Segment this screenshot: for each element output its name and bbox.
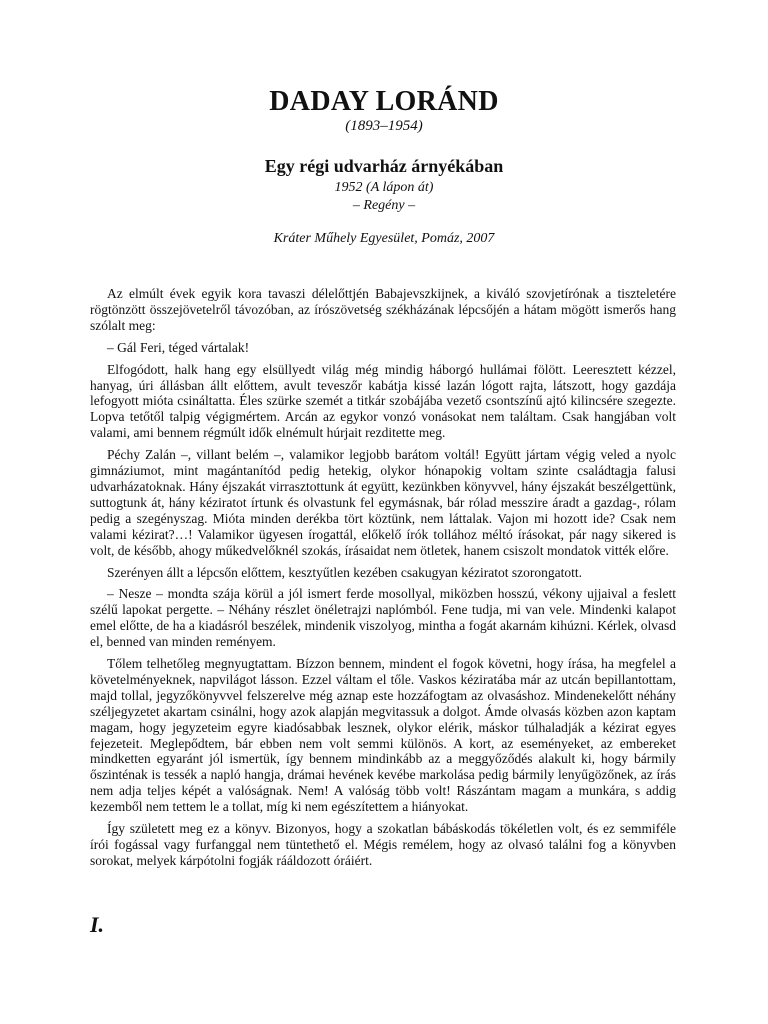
paragraph: Tőlem telhetőleg megnyugtattam. Bízzon bennem, mindent el fogok követni, hogy írása, ha megfelel a követelményeknek, napvilágot lásson. Ezzel váltam el tőle. Vaskos kéziratába már az utcán bepillantottam, majd tollal, jegyzőkönyvvel felszerelve még aznap este hozzáfogtam az olvasáshoz. Mindenekelőtt néhány széljegyzetet akartam csinálni, hogy azok alapján megvitassuk a dolgot. Ámde olvasás közben azon kaptam magam, hogy jegyzeteim egyre kiadósabbak lesznek, olykor elérik, máskor túlhaladják a kézirat egyes fejezeteit. Meglepődtem, bár ebben nem volt semmi különös. A kort, az eseményeket, az embereket mindketten egyaránt jól ismertük, így bennem mindinkább az a meggyőződés alakult ki, hogy bármily őszinténak is tessék a napló hangja, drámai hevének kevébe markolása pedig bármily lenyűgözőnek, az írás nem adja teljes képét a valóságnak. Nem! A valóság több volt! Rászántam magam a munkára, s addig kezemből nem tettem le a tollat, míg ki nem egészítettem a hiányokat.	[90, 656, 676, 815]
author-name: DADAY LORÁND	[269, 86, 499, 117]
body-text	[90, 286, 676, 875]
book-subtitle: 1952 (A lápon át)	[334, 180, 434, 195]
author-years: (1893–1954)	[345, 118, 423, 134]
paragraph: Elfogódott, halk hang egy elsüllyedt világ még mindig háborgó hullámai fölött. Leeresztett kézzel, hanyag, úri állásban állt előttem, avult teveszőr kabátja kissé lazán lógott rajta, látszott, hogy gazdája lefogyott mióta csináltatta. Éles szürke szemét a titkár szobájába vezető csontszínű ajtó kilincsére szegezte. Lopva tetőtől talpig végigmértem. Arcán az egykor vonzó vonásokat nem találtam. Csak hangjában volt valami, ami bennem régmúlt idők elnémult húrjait rezditette meg.	[90, 361, 676, 441]
genre-label: – Regény –	[352, 198, 416, 213]
publisher-line: Kráter Műhely Egyesület, Pomáz, 2007	[273, 231, 495, 246]
paragraph: Így született meg ez a könyv. Bizonyos, hogy a szokatlan bábáskodás tökéletlen volt, és ez semmiféle írói fogással vagy furfanggal nem tüntethető el. Mégis remélem, hogy az olvasó találni fog a könyvben sorokat, melyek kárpótolni fogják rááldozott óráiért.	[90, 821, 676, 868]
book-title: Egy régi udvarház árnyékában	[264, 156, 504, 176]
paragraph: Szerényen állt a lépcsőn előttem, kesztyűtlen kezében csakugyan kéziratot szorongatott.	[107, 564, 582, 580]
paragraph: – Nesze – mondta szája körül a jól ismert ferde mosollyal, miközben hosszú, vékony ujjaival a feslett szélű lapokat pergette. – Néhány részlet önéletrajzi naplómból. Fene tudja, mi van vele. Mindenki kalapot emel előtte, de ha a kiadásról beszélek, mindenik viszolyog, mintha a fogát akarnám kihúzni. Kérlek, olvasd el, benned van minden reményem.	[90, 586, 676, 650]
paragraph: Az elmúlt évek egyik kora tavaszi délelőttjén Babajevszkijnek, a kiváló szovjetírónak a tiszteletére rögtönzött összejövetelről távozóban, az írószövetség székházának lépcsőjén a hátam mögött ismerős hang szólalt meg:	[90, 286, 676, 333]
paragraph: – Gál Feri, téged vártalak!	[107, 339, 250, 355]
chapter-heading: I.	[90, 912, 105, 937]
paragraph: Péchy Zalán –, villant belém –, valamikor legjobb barátom voltál! Együtt jártam végig veled a nyolc gimnáziumot, mint magántanítód pedig hetekig, olykor hónapokig voltam szinte családtagja falusi udvarházatoknak. Hány éjszakát virrasztottunk át együtt, kezünkben könyvvel, hány éjszakát beszélgettünk, suttogtunk át, hány kéziratot írtunk és olvastunk fel egymásnak, bár rólad messzire áradt a gazdag-, rólam pedig a szegényszag. Mióta minden derékba tört köztünk, nem láttalak. Vajon mi hozott ide? Csak nem valami kézirat?…! Valamikor ügyesen írogattál, előkelő írók tollához méltó írásokat, pár nagy sikered is volt, de később, ahogy műkedvelőknél szokás, írásaidat nem ötletek, hanem csiszolt mondatok vitték előre.	[90, 447, 676, 558]
